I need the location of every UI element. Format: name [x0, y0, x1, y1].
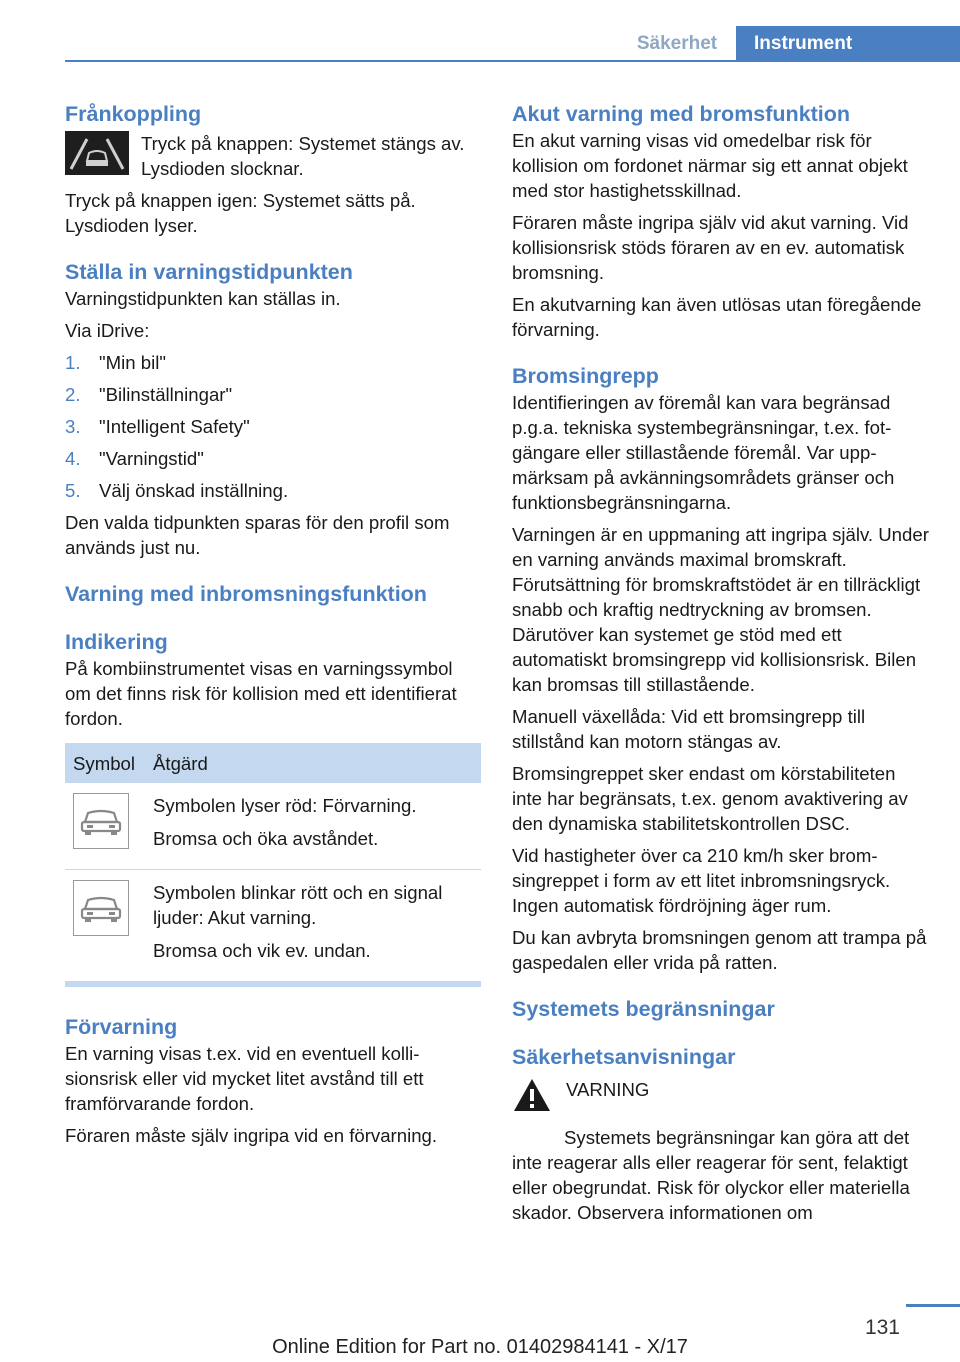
heading-sakerhetsanvisningar: Säkerhetsanvisningar: [512, 1045, 736, 1069]
edition-footer: Online Edition for Part no. 01402984141 - X/17: [272, 1336, 688, 1358]
row-text-2: Bromsa och vik ev. undan.: [153, 940, 371, 961]
warning-box: [512, 1077, 930, 1119]
heading-indikering: Indikering: [65, 630, 168, 654]
table-cell-atgard: [145, 870, 481, 982]
warning-text: Systemets begränsningar kan göra att det inte reagerar alls eller reagerar för sent, felaktigt eller obegrundat. Risk för olyckor eller materiella skador. Observera informationen om: [512, 1127, 910, 1223]
table-header-symbol: Symbol: [65, 743, 145, 783]
step-text: "Bilinställningar": [99, 384, 233, 405]
list-item: [65, 446, 483, 471]
heading-stalla: Ställa in varningstidpunkten: [65, 260, 353, 284]
heading-varning: Varning med inbromsningsfunktion: [65, 582, 427, 606]
left-column: [65, 100, 483, 1155]
table-row: [65, 870, 481, 982]
step-number: 4.: [65, 448, 81, 469]
table-cell-atgard: [145, 783, 481, 870]
indikering-text: På kombiinstrumentet visas en varningssymbol om det finns risk för kollision med ett identifierat fordon.: [65, 658, 457, 729]
broms-text-2: Varningen är en uppmaning att ingripa själv. Under en varning används maximal bromskraft. Förutsättning för bromskraftstödet är en tillräckligt snabb och kraftig nedtryckning av bromsen. Därutöver kan systemet ge stöd med ett automatiskt bromsingrepp vid kollisionsrisk. Bilen kan bromsas till stillastående.: [512, 524, 929, 695]
list-item: [65, 382, 483, 407]
header-tab-sakerhet[interactable]: Säkerhet: [636, 33, 718, 54]
step-number: 5.: [65, 480, 81, 501]
page-number: 131: [864, 1316, 900, 1339]
symbol-table: [65, 743, 481, 982]
frankoppling-text: Tryck på knappen: Systemet stängs av. Lysdioden slocknar.: [141, 133, 465, 179]
stalla-text-1: Varningstidpunkten kan ställas in.: [65, 288, 341, 309]
frankoppling-text-2: Tryck på knappen igen: Systemet sätts på. Lysdioden lyser.: [65, 190, 416, 236]
table-row: [65, 783, 481, 870]
broms-text-6: Du kan avbryta bromsningen genom att trampa på gaspedalen eller vrida på ratten.: [512, 927, 927, 973]
step-number: 1.: [65, 352, 81, 373]
forvarning-text-2: Föraren måste själv ingripa vid en förvarning.: [65, 1125, 438, 1146]
car-warning-icon: [73, 793, 129, 849]
akut-text-3: En akutvarning kan även utlösas utan föregående förvarning.: [512, 294, 922, 340]
table-cell-symbol: [65, 870, 145, 982]
lane-button-icon: [65, 131, 129, 175]
stalla-text-3: Den valda tidpunkten sparas för den profil som används just nu.: [65, 512, 450, 558]
broms-text-4: Bromsingreppet sker endast om körstabiliteten inte har begränsats, t.ex. genom avaktivering av den dynamiska stabilitetskontrollen DSC.: [512, 763, 908, 834]
row-text-2: Bromsa och öka avståndet.: [153, 828, 379, 849]
frankoppling-button-row: [65, 131, 483, 181]
heading-forvarning: Förvarning: [65, 1015, 178, 1039]
table-bottom-rule: [65, 982, 481, 987]
step-number: 2.: [65, 384, 81, 405]
step-number: 3.: [65, 416, 81, 437]
header-tab-instrument[interactable]: Instrument: [736, 26, 960, 62]
broms-text-3: Manuell växellåda: Vid ett bromsingrepp till stillstånd kan motorn stängas av.: [512, 706, 866, 752]
table-header-atgard: Åtgärd: [145, 743, 481, 783]
step-text: "Min bil": [99, 352, 166, 373]
akut-text-1: En akut varning visas vid omedelbar risk för kollision om fordonet närmar sig ett annat objekt med stor hastighetsskillnad.: [512, 130, 908, 201]
heading-systemets: Systemets begränsningar: [512, 997, 775, 1021]
row-text-1: Symbolen blinkar rött och en signal ljuder: Akut varning.: [153, 882, 443, 928]
list-item: [65, 478, 483, 503]
warning-title: VARNING: [566, 1079, 650, 1100]
step-text: "Varningstid": [99, 448, 204, 469]
idrive-steps-list: [65, 350, 483, 503]
stalla-text-2: Via iDrive:: [65, 320, 150, 341]
heading-frankoppling: Frånkoppling: [65, 102, 202, 126]
akut-text-2: Föraren måste ingripa själv vid akut varning. Vid kollisionsrisk stöds föraren av en ev. automatisk bromsning.: [512, 212, 909, 283]
list-item: [65, 350, 483, 375]
step-text: "Intelligent Safety": [99, 416, 250, 437]
table-cell-symbol: [65, 783, 145, 870]
list-item: [65, 414, 483, 439]
heading-bromsingrepp: Bromsingrepp: [512, 364, 659, 388]
page-header: [0, 0, 960, 62]
table-header-row: [65, 743, 481, 783]
right-column: [512, 100, 930, 1232]
broms-text-1: Identifieringen av föremål kan vara begränsad p.g.a. tekniska systembegränsningar, t.ex. fotgängare eller stillastående föremål. Var uppmärksam på avkänningsområdets gränser och funktionsbegränsningarna.: [512, 392, 895, 513]
broms-text-5: Vid hastigheter över ca 210 km/h sker bromsingreppet i form av ett litet inbromsningsryck. Ingen automatisk fördröjning äger rum.: [512, 845, 891, 916]
forvarning-text-1: En varning visas t.ex. vid en eventuell kollisionsrisk eller vid mycket litet avstånd till ett framförvarande fordon.: [65, 1043, 424, 1114]
car-warning-icon: [73, 880, 129, 936]
heading-akut: Akut varning med bromsfunktion: [512, 102, 851, 126]
step-text: Välj önskad inställning.: [99, 480, 289, 501]
warning-triangle-icon: [512, 1077, 552, 1119]
footer-accent-line: [906, 1304, 960, 1307]
header-divider: [65, 60, 960, 62]
row-text-1: Symbolen lyser röd: Förvarning.: [153, 795, 417, 816]
